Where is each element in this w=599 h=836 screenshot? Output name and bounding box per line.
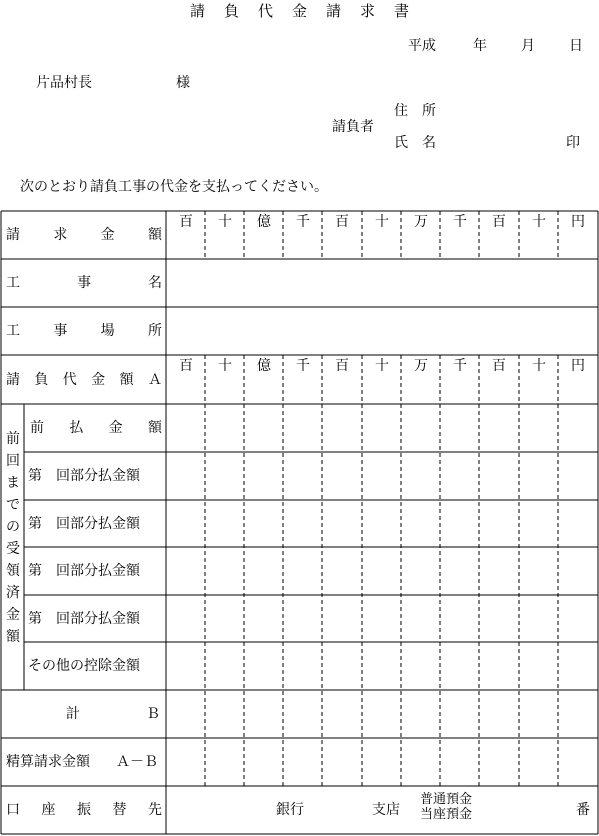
label-advance-payment-char: 前 xyxy=(30,420,44,436)
digit-unit-header-contract: 十 xyxy=(218,358,232,374)
label-account-transfer-char: 替 xyxy=(112,802,127,818)
title-char: 負 xyxy=(223,2,239,20)
label-received-group-char: ま xyxy=(6,475,20,491)
label-billing-amount-char: 求 xyxy=(53,227,68,243)
label-received-group-char: 済 xyxy=(6,585,20,601)
instruction-text: 次のとおり請負工事の代金を支払ってください。 xyxy=(20,179,328,195)
digit-unit-header-contract: 百 xyxy=(335,358,349,374)
digit-unit-header-contract: 億 xyxy=(257,358,271,374)
label-billing-amount xyxy=(6,228,162,242)
digit-unit-header: 十 xyxy=(218,214,232,230)
label-work-site-char: 所 xyxy=(147,323,162,339)
branch-label: 支店 xyxy=(372,802,400,818)
digit-unit-header-contract: 百 xyxy=(492,358,506,374)
addressee-name: 片品村長 xyxy=(36,75,92,91)
digit-unit-header: 億 xyxy=(257,214,271,230)
title-char: 代 xyxy=(257,2,273,20)
label-account-transfer-char: 振 xyxy=(77,802,91,818)
date-era: 平成 xyxy=(408,38,436,54)
date-month: 月 xyxy=(521,38,535,54)
label-total: 計 xyxy=(66,706,80,722)
label-partial-payment-2: 第 回部分払金額 xyxy=(28,516,140,532)
title-char: 金 xyxy=(291,2,307,20)
label-partial-payment-4: 第 回部分払金額 xyxy=(28,611,140,627)
label-billing-amount-char: 金 xyxy=(100,227,115,243)
contractor-name-label: 氏 名 xyxy=(394,135,436,151)
label-settlement-formula: Ａ－Ｂ xyxy=(116,754,158,770)
label-received-group-char: 領 xyxy=(6,563,20,579)
contractor-address-label: 住 所 xyxy=(394,103,436,119)
label-contract-amount-a-char: 負 xyxy=(34,372,49,388)
digit-unit-header: 十 xyxy=(375,214,389,230)
label-received-group-char: 金 xyxy=(6,607,20,623)
digit-unit-header-contract: 円 xyxy=(571,358,585,374)
digit-unit-header: 万 xyxy=(414,214,428,230)
label-work-site-char: 場 xyxy=(100,323,115,339)
label-total-suffix: Ｂ xyxy=(146,706,160,722)
label-received-group-char: の xyxy=(6,519,20,535)
title-char: 請 xyxy=(325,2,341,20)
label-received-group-char: で xyxy=(6,497,20,513)
digit-unit-header: 千 xyxy=(296,214,310,230)
label-account-transfer-char: 先 xyxy=(148,802,162,818)
digit-unit-header-contract: 十 xyxy=(532,358,546,374)
ordinary-deposit-label: 普通預金 xyxy=(420,792,473,807)
label-work-site xyxy=(6,324,162,338)
label-advance-payment-char: 額 xyxy=(147,420,162,436)
digit-unit-header-contract: 十 xyxy=(375,358,389,374)
label-contract-amount-a-char: 額 xyxy=(119,372,134,388)
label-advance-payment-char: 金 xyxy=(108,420,123,436)
label-billing-amount-char: 請 xyxy=(6,227,20,243)
seal-mark: 印 xyxy=(566,135,580,151)
contractor-label: 請負者 xyxy=(332,119,374,135)
addressee-honorific: 様 xyxy=(176,75,190,91)
label-partial-payment-3: 第 回部分払金額 xyxy=(28,563,140,579)
digit-unit-header-contract: 万 xyxy=(414,358,428,374)
label-received-group xyxy=(5,428,21,648)
label-billing-amount-char: 額 xyxy=(147,227,162,243)
label-account-transfer-char: 口 xyxy=(6,802,20,818)
digit-unit-header-contract: 百 xyxy=(179,358,193,374)
date-day: 日 xyxy=(569,38,583,54)
label-contract-amount-a-char: 代 xyxy=(62,372,77,388)
label-work-name-char: 名 xyxy=(148,275,162,291)
digit-unit-header: 千 xyxy=(453,214,467,230)
label-work-name xyxy=(6,276,162,290)
current-deposit-label: 当座預金 xyxy=(420,807,473,822)
label-contract-amount-a-char: Ａ xyxy=(147,372,162,388)
label-contract-amount-a xyxy=(6,373,162,387)
digit-unit-header: 百 xyxy=(492,214,506,230)
digit-unit-header-contract: 千 xyxy=(453,358,467,374)
digit-unit-header-contract: 千 xyxy=(296,358,310,374)
label-partial-payment-1: 第 回部分払金額 xyxy=(28,468,140,484)
label-work-site-char: 事 xyxy=(53,323,68,339)
title-char: 請 xyxy=(189,2,205,20)
label-account-transfer xyxy=(6,803,162,817)
label-other-deduction: その他の控除金額 xyxy=(28,658,140,674)
label-work-name-char: 工 xyxy=(6,275,20,291)
label-settlement: 精算請求金額 xyxy=(6,754,90,770)
title-char: 書 xyxy=(393,2,409,20)
digit-unit-header: 十 xyxy=(532,214,546,230)
label-contract-amount-a-char: 請 xyxy=(6,372,20,388)
label-advance-payment-char: 払 xyxy=(69,420,84,436)
digit-unit-header: 円 xyxy=(571,214,585,230)
account-number-suffix: 番 xyxy=(576,802,590,818)
label-advance-payment xyxy=(30,421,162,435)
date-year: 年 xyxy=(473,38,487,54)
label-account-transfer-char: 座 xyxy=(41,802,56,818)
digit-unit-header: 百 xyxy=(335,214,349,230)
label-received-group-char: 回 xyxy=(6,453,20,469)
label-contract-amount-a-char: 金 xyxy=(91,372,106,388)
label-work-site-char: 工 xyxy=(6,323,20,339)
bank-label: 銀行 xyxy=(276,802,304,818)
title-char: 求 xyxy=(359,2,375,20)
label-received-group-char: 受 xyxy=(6,541,20,557)
digit-unit-header: 百 xyxy=(179,214,193,230)
label-received-group-char: 前 xyxy=(6,431,20,447)
label-received-group-char: 額 xyxy=(6,629,20,645)
label-work-name-char: 事 xyxy=(77,275,91,291)
